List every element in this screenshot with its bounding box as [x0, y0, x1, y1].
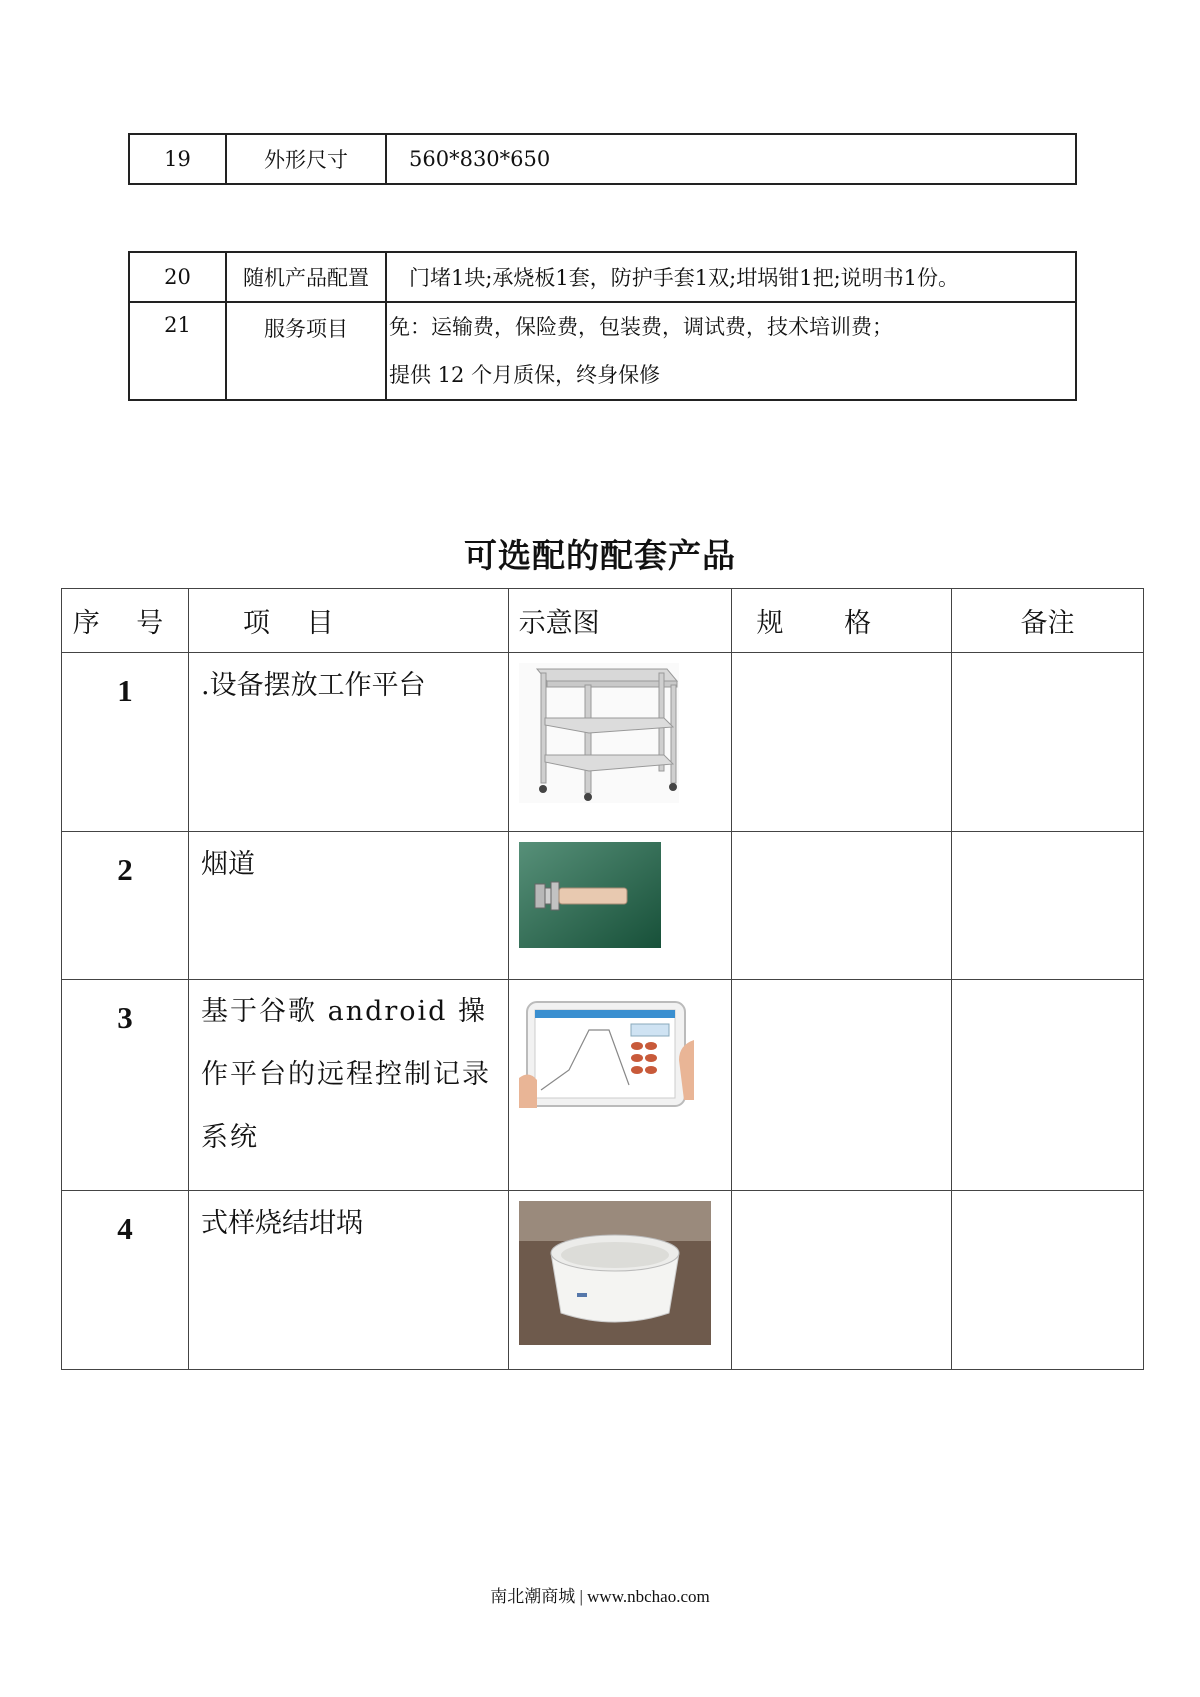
spec-row-name: 外形尺寸 [226, 134, 386, 184]
spec-table-bottom [128, 251, 1077, 401]
table-row [62, 653, 1144, 832]
table-row [62, 1191, 1144, 1370]
spec-value-line: 免：运输费，保险费，包装费，调试费，技术培训费； [389, 315, 893, 339]
ceramic-crucible-bowl-image [519, 1201, 711, 1345]
header-item: 项 目 [189, 589, 509, 653]
table-row [62, 980, 1144, 1191]
row-item: 基于谷歌 android 操作平台的远程控制记录系统 [189, 980, 509, 1191]
row-item: 烟道 [189, 832, 509, 980]
spec-table-top [128, 133, 1077, 185]
row-note [951, 653, 1143, 832]
spec-row-21 [129, 302, 1076, 400]
spec-row-value [386, 302, 1076, 400]
row-image [508, 832, 731, 980]
row-note [951, 980, 1143, 1191]
row-spec [731, 832, 951, 980]
row-index: 4 [62, 1191, 189, 1370]
row-index: 3 [62, 980, 189, 1191]
header-spec: 规 格 [731, 589, 951, 653]
spec-row-number: 19 [129, 134, 226, 184]
page-footer: 南北潮商城 | www.nbchao.com [490, 1587, 710, 1606]
row-image [508, 653, 731, 832]
spec-value-line: 提供 12 个月质保，终身保修 [389, 363, 661, 387]
header-note: 备注 [951, 589, 1143, 653]
row-item: .设备摆放工作平台 [189, 653, 509, 832]
row-note [951, 832, 1143, 980]
spec-row-20 [129, 252, 1076, 302]
spec-row-number: 21 [129, 302, 226, 400]
row-image [508, 1191, 731, 1370]
row-item: 式样烧结坩埚 [189, 1191, 509, 1370]
spec-row-value: 560*830*650 [386, 134, 1076, 184]
section-title: 可选配的配套产品 [464, 536, 736, 575]
spec-row-value: 门堵1块;承烧板1套，防护手套1双;坩埚钳1把;说明书1份。 [386, 252, 1076, 302]
spec-row-name: 随机产品配置 [226, 252, 386, 302]
row-note [951, 1191, 1143, 1370]
row-index: 1 [62, 653, 189, 832]
table-row [62, 832, 1144, 980]
row-spec [731, 1191, 951, 1370]
table-header-row [62, 589, 1144, 653]
row-spec [731, 653, 951, 832]
row-spec [731, 980, 951, 1191]
spec-row-19 [129, 134, 1076, 184]
header-index: 序 号 [62, 589, 189, 653]
row-image [508, 980, 731, 1191]
spec-row-number: 20 [129, 252, 226, 302]
chimney-flue-pipe-image [519, 842, 661, 948]
spec-row-name: 服务项目 [226, 302, 386, 400]
optional-products-table [61, 588, 1144, 1370]
tablet-remote-control-image [519, 990, 694, 1118]
row-index: 2 [62, 832, 189, 980]
three-tier-metal-cart-image [519, 663, 679, 803]
header-image: 示意图 [508, 589, 731, 653]
